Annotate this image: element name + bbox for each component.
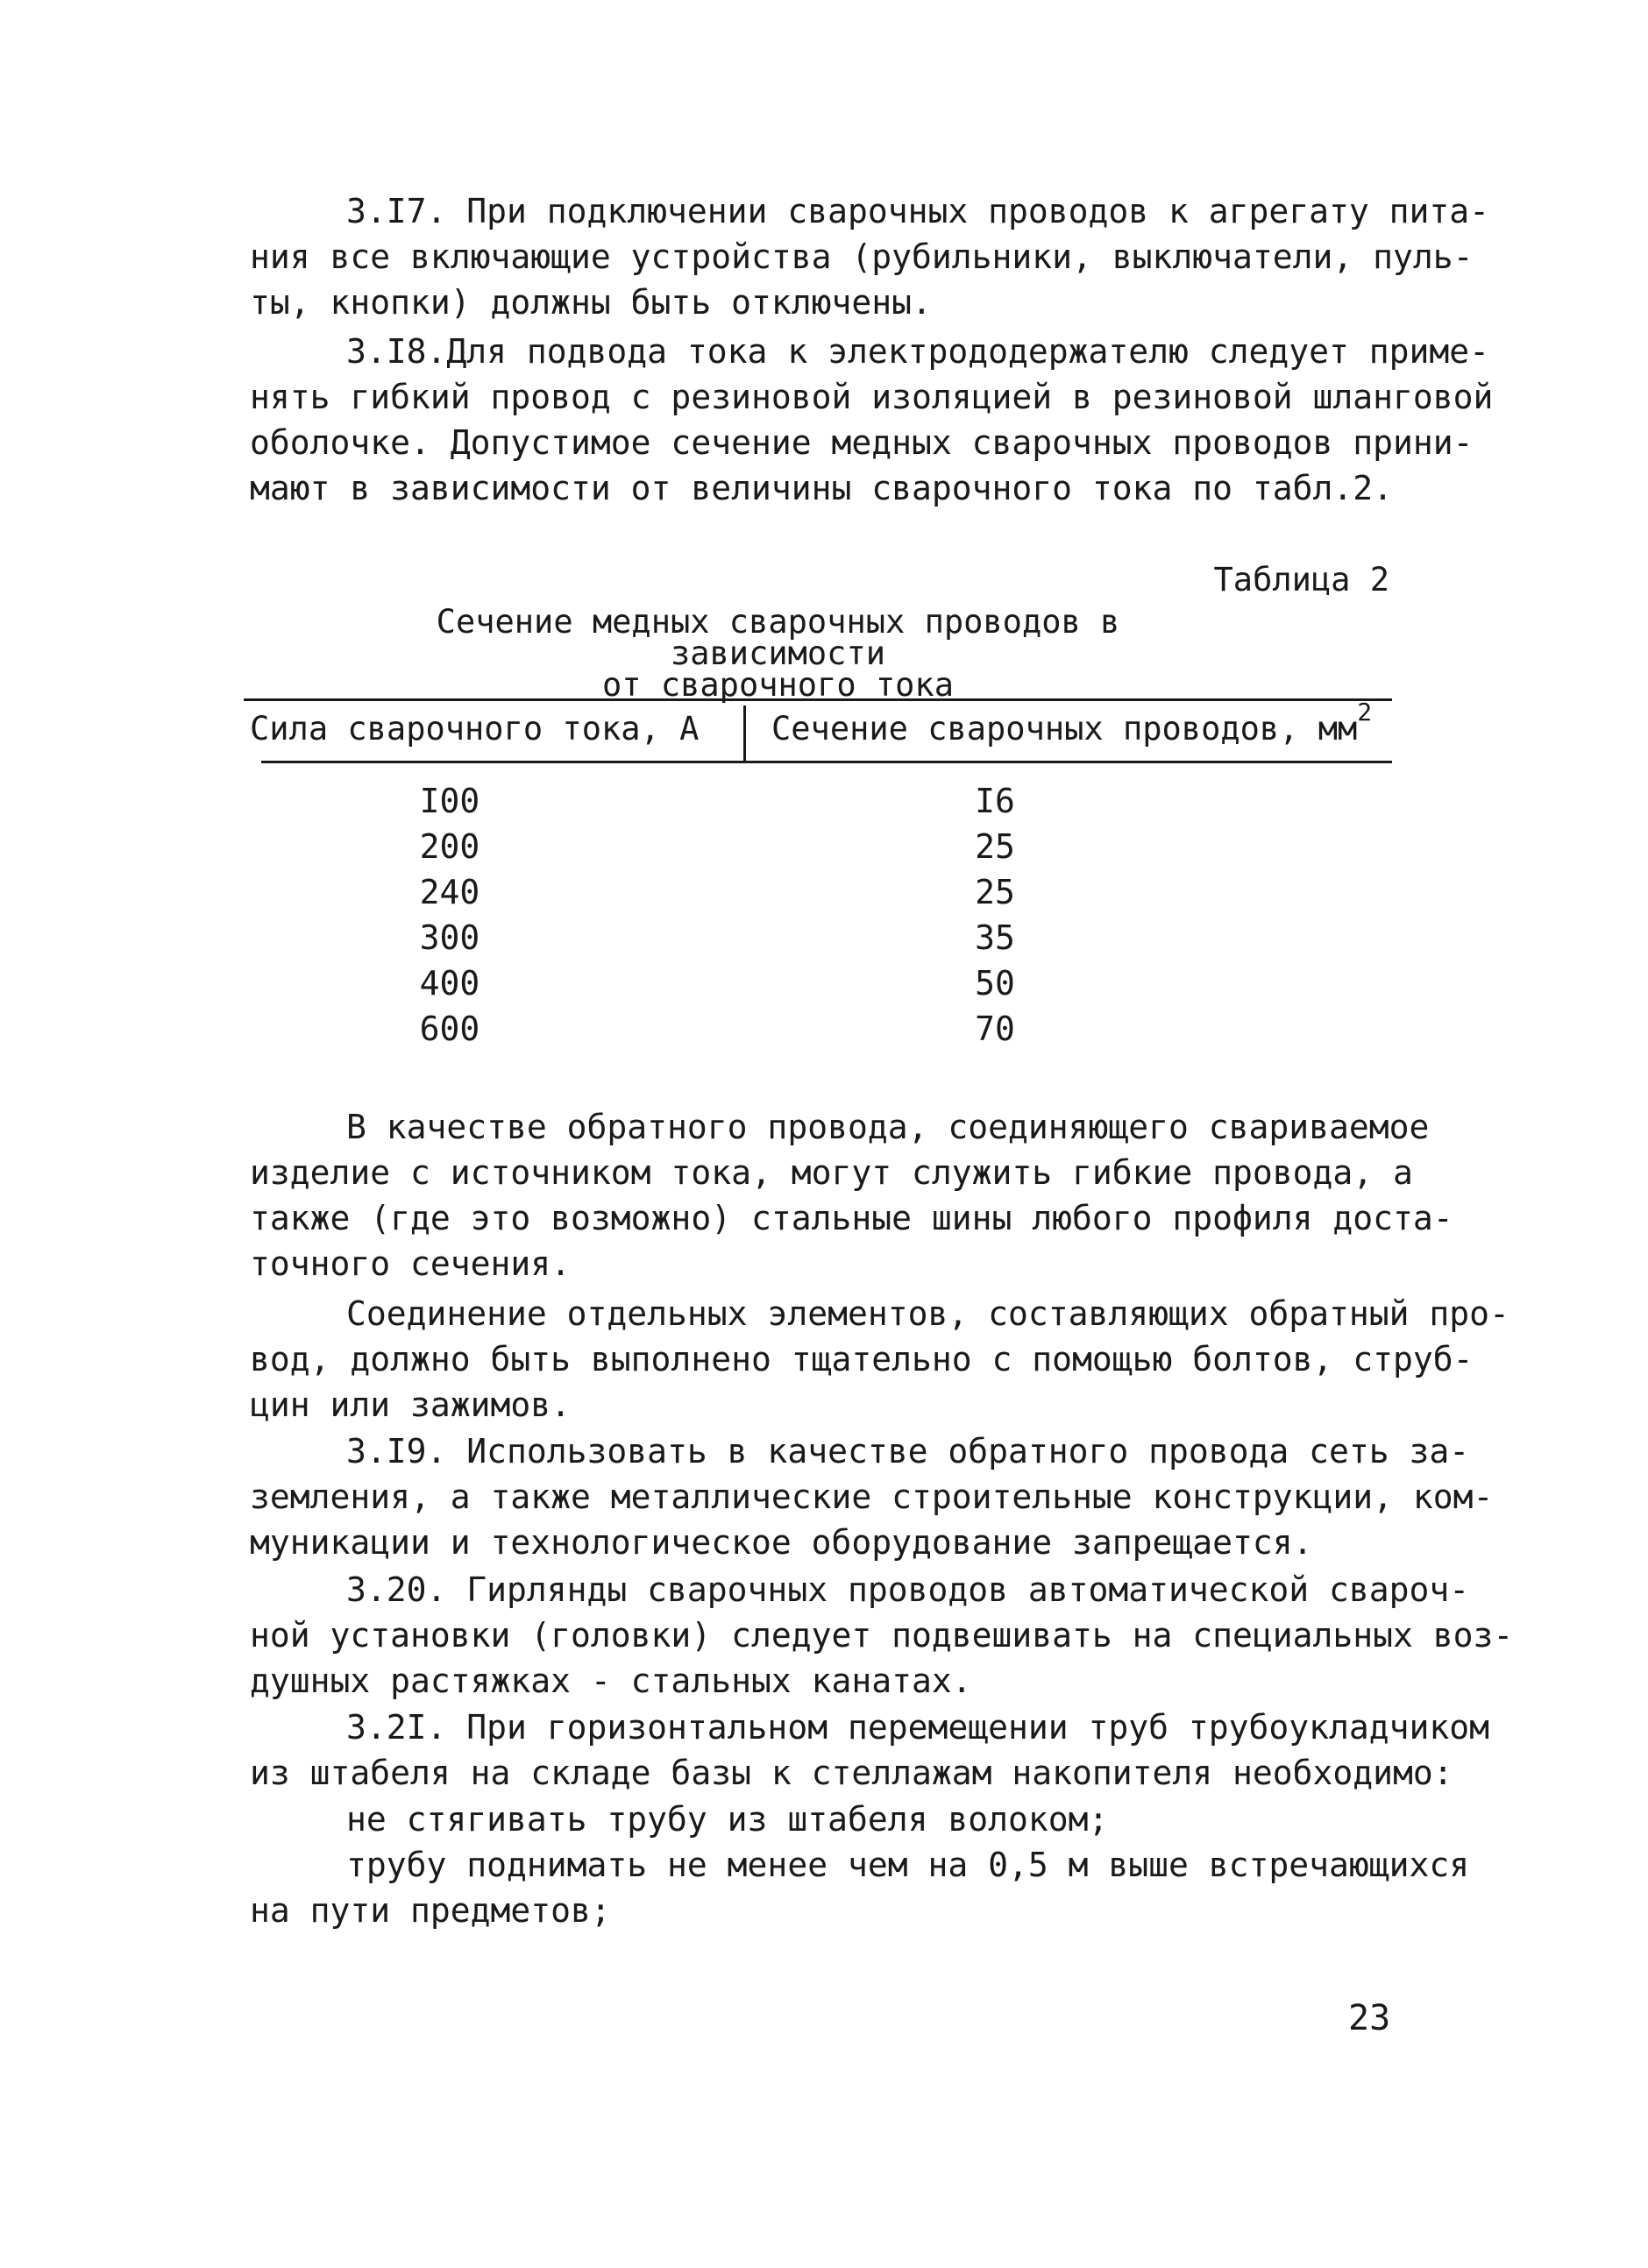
text-line: трубу поднимать не менее чем на 0,5 м выше встречающихся [346,1846,1470,1884]
paragraph-list-item-1 [250,1797,1420,1842]
text-line: оболочке. Допустимое сечение медных сварочных проводов прини- [250,423,1474,462]
table-row [0,960,1648,1006]
paragraph-list-item-2 [250,1842,1470,1933]
text-line: нять гибкий провод с резиновой изоляцией в резиновой шланговой [250,378,1494,416]
table-title [324,603,1232,704]
table-cell-section: 70 [975,1010,1015,1048]
text-line: цин или зажимов. [250,1386,572,1424]
table-cell-section: 50 [975,964,1015,1003]
table-row [0,869,1648,915]
text-line: душных растяжках - стальных канатах. [250,1662,972,1700]
table-cell-current: 600 [419,1010,480,1048]
table-cell-current: 240 [419,873,480,911]
table-header-rule [261,761,1392,763]
text-line: на пути предметов; [250,1891,611,1930]
text-line: мают в зависимости от величины сварочного тока по табл.2. [250,469,1394,507]
text-line: муникации и технологическое оборудование запрещается. [250,1523,1313,1562]
text-line: земления, а также металлические строительные конструкции, ком- [250,1478,1494,1516]
text-line: не стягивать трубу из штабеля волоком; [346,1800,1109,1839]
text-line: В качестве обратного провода, соединяющего свариваемое [346,1108,1430,1146]
text-line: Соединение отдельных элементов, составляющих обратный про- [346,1294,1509,1333]
text-line: ты, кнопки) должны быть отключены. [250,283,932,322]
text-line: 3.20. Гирлянды сварочных проводов автоматической свароч- [346,1570,1470,1609]
table-cell-current: 300 [419,918,480,957]
table-cell-current: 200 [419,827,480,866]
table-cell-current: I00 [419,782,480,820]
table-row [0,778,1648,824]
text-line: точного сечения. [250,1244,572,1283]
table-top-rule [244,698,1392,701]
text-line: также (где это возможно) стальные шины любого профиля доста- [250,1199,1453,1237]
paragraph-3-21 [250,1705,1490,1796]
page-number: 23 [1348,1998,1391,2038]
paragraph-3-17 [250,188,1490,325]
text-line: 3.I9. Использовать в качестве обратного провода сеть за- [346,1432,1470,1471]
paragraph-return-conductor [250,1104,1453,1286]
text-line: 3.I7. При подключении сварочных проводов к агрегату пита- [346,192,1490,230]
paragraph-3-18 [250,329,1494,511]
table-header-current: Сила сварочного тока, А [250,710,700,748]
text-line: из штабеля на складе базы к стеллажам накопителя необходимо: [250,1754,1453,1792]
paragraph-connection [250,1291,1509,1428]
paragraph-3-20 [250,1567,1514,1704]
table-row [0,1006,1648,1052]
text-line: ной установки (головки) следует подвешивать на специальных воз- [250,1616,1514,1655]
text-line: изделие с источником тока, могут служить гибкие провода, а [250,1153,1413,1192]
table-column-divider [743,705,746,762]
table-row [0,915,1648,960]
table-title-line: от сварочного тока [602,666,954,704]
table-body [0,778,1648,1052]
table-header-superscript: 2 [1357,698,1373,726]
table-title-line: Сечение медных сварочных проводов в зависимости [436,603,1120,672]
paragraph-3-19 [250,1428,1494,1565]
table-cell-current: 400 [419,964,480,1003]
table-cell-section: 25 [975,827,1015,866]
table-header-section-text: Сечение сварочных проводов, мм [771,710,1358,748]
text-line: ния все включающие устройства (рубильники, выключатели, пуль- [250,237,1474,276]
table-cell-section: I6 [975,782,1015,820]
table-header-section [771,698,1373,748]
table-cell-section: 25 [975,873,1015,911]
table-cell-section: 35 [975,918,1015,957]
table-row [0,824,1648,869]
text-line: 3.I8.Для подвода тока к электрододержателю следует приме- [346,332,1490,371]
text-line: вод, должно быть выполнено тщательно с помощью болтов, струб- [250,1340,1474,1379]
table-number: Таблица 2 [1213,561,1389,599]
text-line: 3.2I. При горизонтальном перемещении труб трубоукладчиком [346,1708,1490,1747]
